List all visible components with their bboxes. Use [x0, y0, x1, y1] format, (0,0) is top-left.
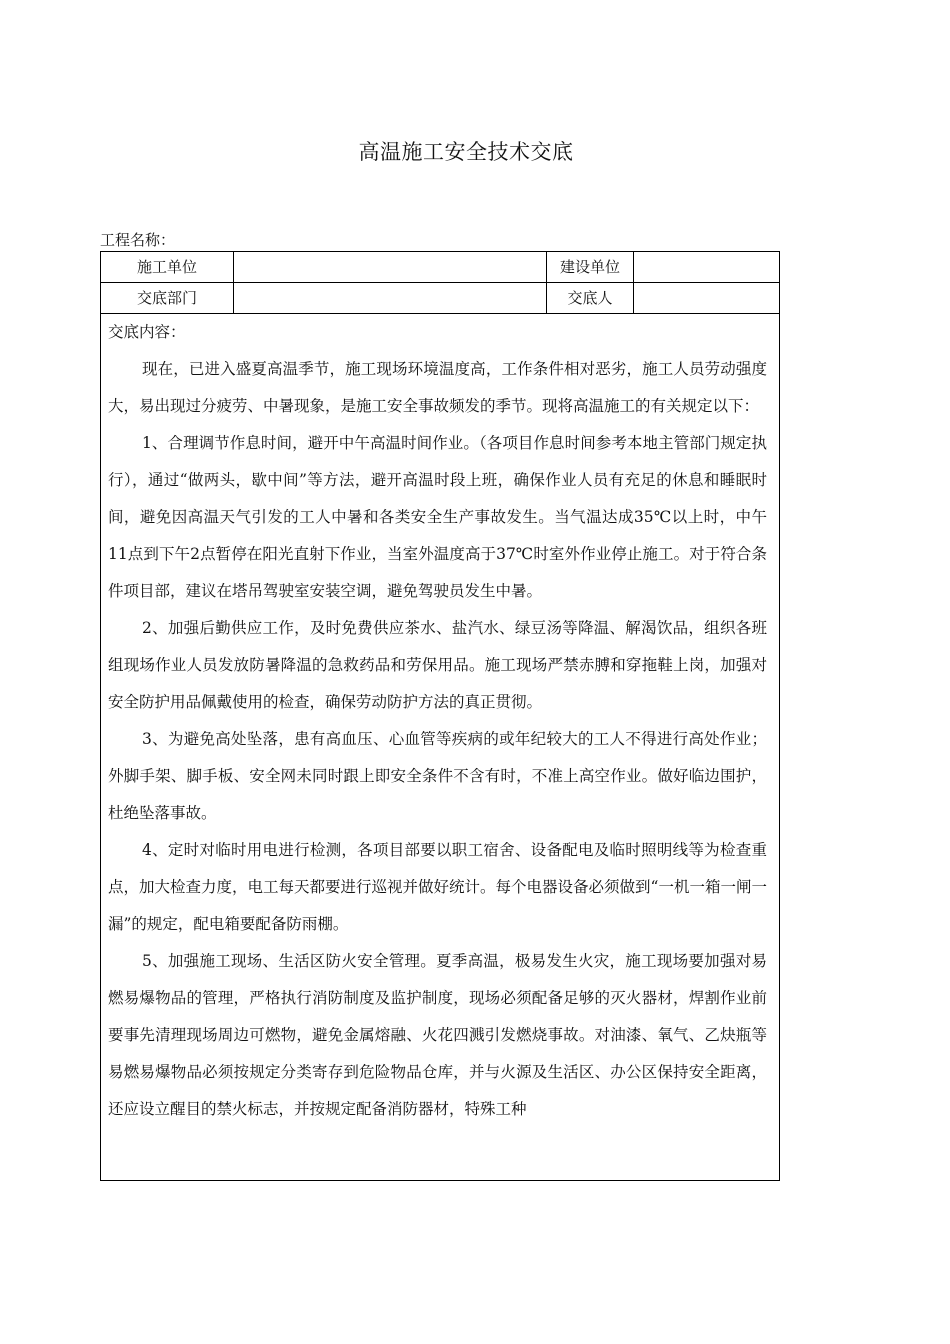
disclosure-form: [100, 251, 780, 1181]
form-row-department: [101, 283, 779, 314]
client-unit-label: 建设单位: [547, 252, 634, 282]
document-title: 高温施工安全技术交底: [358, 140, 574, 164]
construction-unit-field[interactable]: [234, 252, 547, 282]
paragraph-item-1: 1、合理调节作息时间，避开中午高温时间作业。（各项目作息时间参考本地主管部门规定执行），通过“做两头，歇中间”等方法，避开高温时段上班，确保作业人员有充足的休息和睡眠时间，避免因高温天气引发的工人中暑和各类安全生产事故发生。当气温达成35℃以上时，中午11点到下午2点暂停在阳光直射下作业，当室外温度高于37℃时室外作业停止施工。对于符合条件项目部，建议在塔吊驾驶室安装空调，避免驾驶员发生中暑。: [108, 434, 767, 600]
paragraph-item-4: 4、定时对临时用电进行检测，各项目部要以职工宿舍、设备配电及临时照明线等为检查重点，加大检查力度，电工每天都要进行巡视并做好统计。每个电器设备必须做到“一机一箱一闸一漏”的规定，配电箱要配备防雨棚。: [108, 841, 767, 933]
disclosure-department-label: 交底部门: [101, 283, 234, 313]
paragraph-intro: 现在，已进入盛夏高温季节，施工现场环境温度高，工作条件相对恶劣，施工人员劳动强度大，易出现过分疲劳、中暑现象，是施工安全事故频发的季节。现将高温施工的有关规定以下：: [108, 360, 767, 415]
discloser-label: 交底人: [547, 283, 634, 313]
client-unit-field[interactable]: [634, 252, 779, 282]
construction-unit-label: 施工单位: [101, 252, 234, 282]
content-label: 交底内容：: [108, 323, 186, 341]
project-name-label: 工程名称：: [100, 231, 176, 249]
disclosure-department-field[interactable]: [234, 283, 547, 313]
discloser-field[interactable]: [634, 283, 779, 313]
paragraph-item-5: 5、加强施工现场、生活区防火安全管理。夏季高温，极易发生火灾，施工现场要加强对易燃易爆物品的管理，严格执行消防制度及监护制度，现场必须配备足够的灭火器材，焊割作业前要事先清理现场周边可燃物，避免金属熔融、火花四溅引发燃烧事故。对油漆、氧气、乙炔瓶等易燃易爆物品必须按规定分类寄存到危险物品仓库，并与火源及生活区、办公区保持安全距离，还应设立醒目的禁火标志，并按规定配备消防器材，特殊工种: [108, 952, 767, 1118]
paragraph-item-2: 2、加强后勤供应工作，及时免费供应茶水、盐汽水、绿豆汤等降温、解渴饮品，组织各班组现场作业人员发放防暑降温的急救药品和劳保用品。施工现场严禁赤膊和穿拖鞋上岗，加强对安全防护用品佩戴使用的检查，确保劳动防护方法的真正贯彻。: [108, 619, 767, 711]
form-row-units: [101, 252, 779, 283]
disclosure-content: [101, 314, 779, 1128]
paragraph-item-3: 3、为避免高处坠落，患有高血压、心血管等疾病的或年纪较大的工人不得进行高处作业；外脚手架、脚手板、安全网未同时跟上即安全条件不含有时，不准上高空作业。做好临边围护，杜绝坠落事故。: [108, 730, 767, 822]
